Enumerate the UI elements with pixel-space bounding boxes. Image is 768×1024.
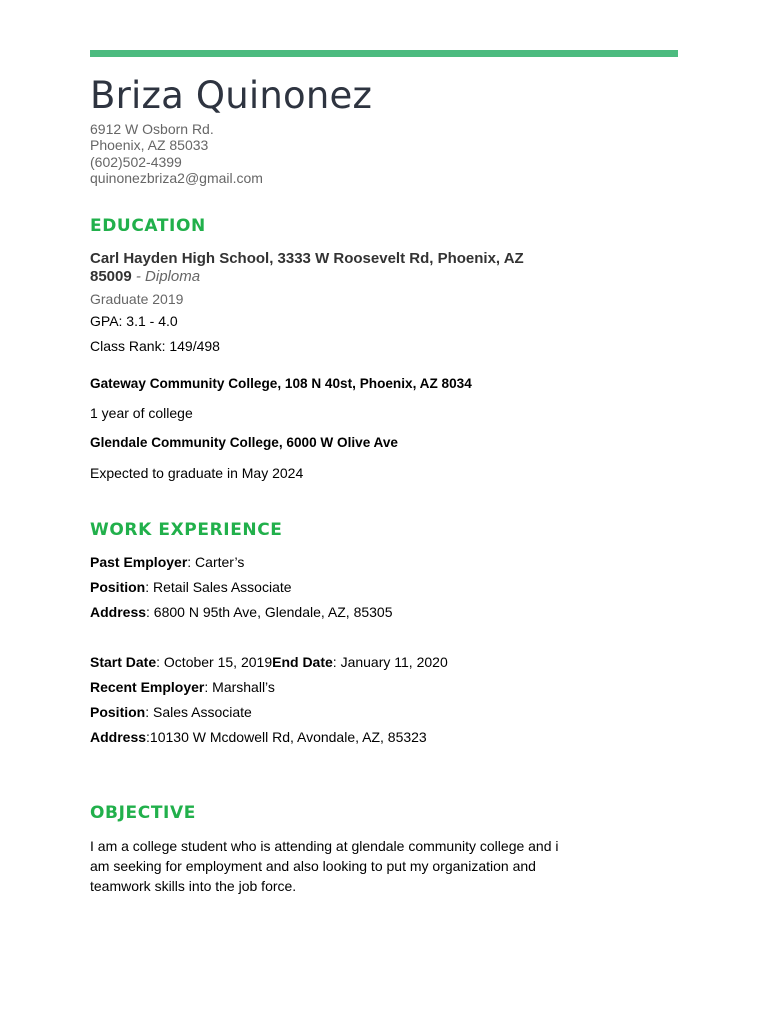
address-2-value: :10130 W Mcdowell Rd, Avondale, AZ, 85323: [146, 729, 427, 745]
position-2-label: Position: [90, 704, 146, 720]
position-2-line: [90, 704, 252, 720]
past-employer-value: : Carter’s: [187, 554, 245, 570]
position-1-label: Position: [90, 579, 146, 595]
school-1-degree: - Diploma: [131, 268, 201, 285]
phone-number: (602)502-4399: [90, 153, 182, 170]
school-1-graduate: Graduate 2019: [90, 291, 184, 307]
address-line-2: Phoenix, AZ 85033: [90, 137, 209, 154]
email-address: quinonezbriza2@gmail.com: [90, 169, 263, 186]
start-date-label: Start Date: [90, 654, 157, 670]
school-2-name: Gateway Community College, 108 N 40st, Phoenix, AZ 8034: [90, 376, 472, 391]
school-2-note: 1 year of college: [90, 405, 193, 421]
position-2-value: : Sales Associate: [145, 704, 252, 720]
objective-text: I am a college student who is attending at glendale community college and i am seeking for employment and also looking to put my organization and teamwork skills into the job force.: [90, 838, 559, 894]
address-line-1: 6912 W Osborn Rd.: [90, 121, 214, 137]
end-date-value: : January 11, 2020: [332, 654, 448, 670]
recent-employer-label: Recent Employer: [90, 679, 205, 695]
recent-employer-line: [90, 679, 275, 695]
dates-line: [90, 654, 448, 670]
position-1-value: : Retail Sales Associate: [145, 579, 292, 595]
end-date-label: End Date: [272, 654, 333, 670]
contact-block: [90, 121, 263, 186]
top-accent-rule: [90, 50, 678, 57]
work-experience-heading: WORK EXPERIENCE: [90, 520, 283, 540]
address-2-line: [90, 729, 427, 745]
address-1-label: Address: [90, 604, 147, 620]
position-1-line: [90, 579, 292, 595]
school-3-name: Glendale Community College, 6000 W Olive Ave: [90, 435, 398, 450]
objective-heading: OBJECTIVE: [90, 803, 196, 823]
education-heading: EDUCATION: [90, 216, 206, 236]
school-1-gpa: GPA: 3.1 - 4.0: [90, 313, 178, 329]
address-2-label: Address: [90, 729, 147, 745]
school-1-title: [90, 250, 540, 286]
past-employer-label: Past Employer: [90, 554, 188, 570]
school-1-name: Carl Hayden High School, 3333 W Roosevelt Rd, Phoenix, AZ 85009: [90, 250, 524, 285]
school-3-note: Expected to graduate in May 2024: [90, 465, 304, 481]
recent-employer-value: : Marshall’s: [204, 679, 275, 695]
candidate-name: Briza Quinonez: [90, 74, 373, 117]
past-employer-line: [90, 554, 244, 570]
school-1-class-rank: Class Rank: 149/498: [90, 338, 220, 354]
address-1-line: [90, 604, 393, 620]
start-date-value: : October 15, 2019: [156, 654, 273, 670]
address-1-value: : 6800 N 95th Ave, Glendale, AZ, 85305: [146, 604, 393, 620]
